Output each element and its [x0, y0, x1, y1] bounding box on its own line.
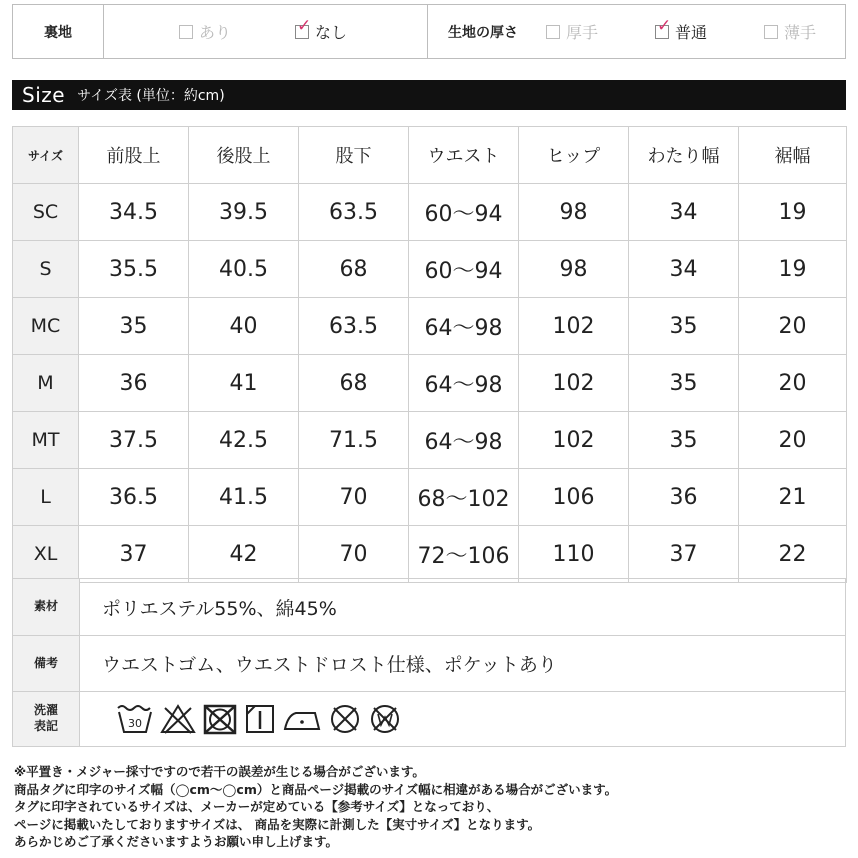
table-cell: 19 — [739, 241, 847, 298]
size-name-cell: M — [13, 355, 79, 412]
table-cell: 40 — [189, 298, 299, 355]
thickness-label: 生地の厚さ — [448, 24, 518, 41]
column-header: ヒップ — [519, 127, 629, 184]
table-cell: 110 — [519, 526, 629, 583]
table-cell: 70 — [299, 469, 409, 526]
column-header: わたり幅 — [629, 127, 739, 184]
care-row — [12, 691, 846, 747]
iron-low-icon — [282, 703, 322, 735]
size-name-cell: MC — [13, 298, 79, 355]
wash-30-tub-icon — [116, 702, 154, 736]
table-header-row — [13, 127, 847, 184]
table-cell: 72〜106 — [409, 526, 519, 583]
table-row — [13, 298, 847, 355]
divider — [103, 5, 104, 58]
care-label — [13, 692, 80, 746]
table-cell: 37 — [629, 526, 739, 583]
table-cell: 102 — [519, 298, 629, 355]
option-label: なし — [315, 23, 348, 42]
care-label-text: 洗濯表記 — [33, 703, 58, 733]
line-dry-shade-icon — [244, 703, 276, 735]
no-tumble-dry-icon — [202, 703, 238, 735]
table-row — [13, 355, 847, 412]
table-cell: 35.5 — [79, 241, 189, 298]
table-cell: 36 — [629, 469, 739, 526]
table-cell: 39.5 — [189, 184, 299, 241]
no-dry-clean-icon — [328, 702, 362, 736]
table-cell: 68 — [299, 355, 409, 412]
material-value: ポリエステル55%、綿45% — [102, 597, 337, 620]
size-name-cell: SC — [13, 184, 79, 241]
note-line: あらかじめご了承くださいますようお願い申し上げます。 — [14, 834, 339, 850]
table-cell: 21 — [739, 469, 847, 526]
checkbox-checked-icon: ✓ — [295, 25, 309, 39]
table-cell: 42 — [189, 526, 299, 583]
option-label: 普通 — [675, 23, 708, 42]
table-cell: 70 — [299, 526, 409, 583]
option-label: あり — [199, 23, 232, 42]
note-line: タグに印字されているサイズは、メーカーが定めている【参考サイズ】となっており、 — [14, 799, 500, 815]
checkbox-empty-icon — [764, 25, 778, 39]
table-row — [13, 526, 847, 583]
remarks-value: ウエストゴム、ウエストドロスト仕様、ポケットあり — [102, 654, 557, 676]
thickness-option-normal — [655, 5, 707, 58]
lining-option-nashi — [295, 5, 347, 58]
table-cell: 63.5 — [299, 184, 409, 241]
table-cell: 64〜98 — [409, 355, 519, 412]
column-header: 前股上 — [79, 127, 189, 184]
remarks-row — [12, 635, 846, 692]
table-cell: 37.5 — [79, 412, 189, 469]
option-label: 厚手 — [566, 23, 599, 42]
wash-temperature: 30 — [128, 717, 142, 730]
size-name-cell: MT — [13, 412, 79, 469]
lining-label: 裏地 — [44, 24, 72, 41]
table-cell: 64〜98 — [409, 298, 519, 355]
table-cell: 20 — [739, 298, 847, 355]
size-table — [12, 126, 847, 583]
table-row — [13, 412, 847, 469]
table-row — [13, 469, 847, 526]
table-cell: 20 — [739, 355, 847, 412]
note-line: ※平置き・メジャー採寸ですので若干の誤差が生じる場合がございます。 — [14, 764, 425, 779]
note-line: ページに掲載いたしておりますサイズは、 商品を実際に計測した【実寸サイズ】となります。 — [14, 816, 541, 832]
checkbox-empty-icon — [546, 25, 560, 39]
material-row — [12, 578, 846, 636]
size-title: Size — [22, 83, 66, 107]
checkbox-checked-icon: ✓ — [655, 25, 669, 39]
table-cell: 68 — [299, 241, 409, 298]
table-cell: 20 — [739, 412, 847, 469]
table-cell: 19 — [739, 184, 847, 241]
note-line: 商品タグに印字のサイズ幅（◯cm〜◯cm）と商品ページ掲載のサイズ幅に相違がある場合がございます。 — [14, 781, 618, 797]
table-cell: 106 — [519, 469, 629, 526]
size-name-cell: XL — [13, 526, 79, 583]
table-cell: 22 — [739, 526, 847, 583]
table-cell: 35 — [629, 412, 739, 469]
table-cell: 60〜94 — [409, 241, 519, 298]
table-cell: 34 — [629, 241, 739, 298]
table-row — [13, 241, 847, 298]
table-cell: 34 — [629, 184, 739, 241]
table-cell: 98 — [519, 184, 629, 241]
table-cell: 63.5 — [299, 298, 409, 355]
table-cell: 41.5 — [189, 469, 299, 526]
table-cell: 102 — [519, 355, 629, 412]
table-cell: 71.5 — [299, 412, 409, 469]
table-cell: 35 — [79, 298, 189, 355]
no-wet-clean-icon — [368, 702, 402, 736]
material-label: 素材 — [13, 579, 80, 635]
table-cell: 35 — [629, 355, 739, 412]
table-cell: 68〜102 — [409, 469, 519, 526]
no-bleach-icon — [160, 703, 196, 735]
thickness-option-thin — [764, 5, 816, 58]
notes — [14, 763, 848, 851]
column-header: 股下 — [299, 127, 409, 184]
table-cell: 36 — [79, 355, 189, 412]
table-cell: 37 — [79, 526, 189, 583]
table-cell: 40.5 — [189, 241, 299, 298]
table-cell: 98 — [519, 241, 629, 298]
table-cell: 35 — [629, 298, 739, 355]
table-row — [13, 184, 847, 241]
size-header-bar — [12, 80, 846, 110]
table-cell: 36.5 — [79, 469, 189, 526]
column-header: 裾幅 — [739, 127, 847, 184]
size-name-cell: L — [13, 469, 79, 526]
table-cell: 34.5 — [79, 184, 189, 241]
option-label: 薄手 — [784, 23, 817, 42]
column-header: サイズ — [13, 127, 79, 184]
table-cell: 102 — [519, 412, 629, 469]
checkbox-empty-icon — [179, 25, 193, 39]
size-subtitle: サイズ表 (単位：約cm) — [77, 88, 225, 104]
column-header: 後股上 — [189, 127, 299, 184]
table-cell: 64〜98 — [409, 412, 519, 469]
lining-option-ari — [179, 5, 231, 58]
care-symbols — [80, 692, 845, 746]
remarks-label: 備考 — [13, 636, 80, 691]
table-cell: 42.5 — [189, 412, 299, 469]
table-cell: 41 — [189, 355, 299, 412]
attribute-bar — [12, 4, 846, 59]
size-name-cell: S — [13, 241, 79, 298]
column-header: ウエスト — [409, 127, 519, 184]
thickness-option-thick — [546, 5, 598, 58]
table-cell: 60〜94 — [409, 184, 519, 241]
